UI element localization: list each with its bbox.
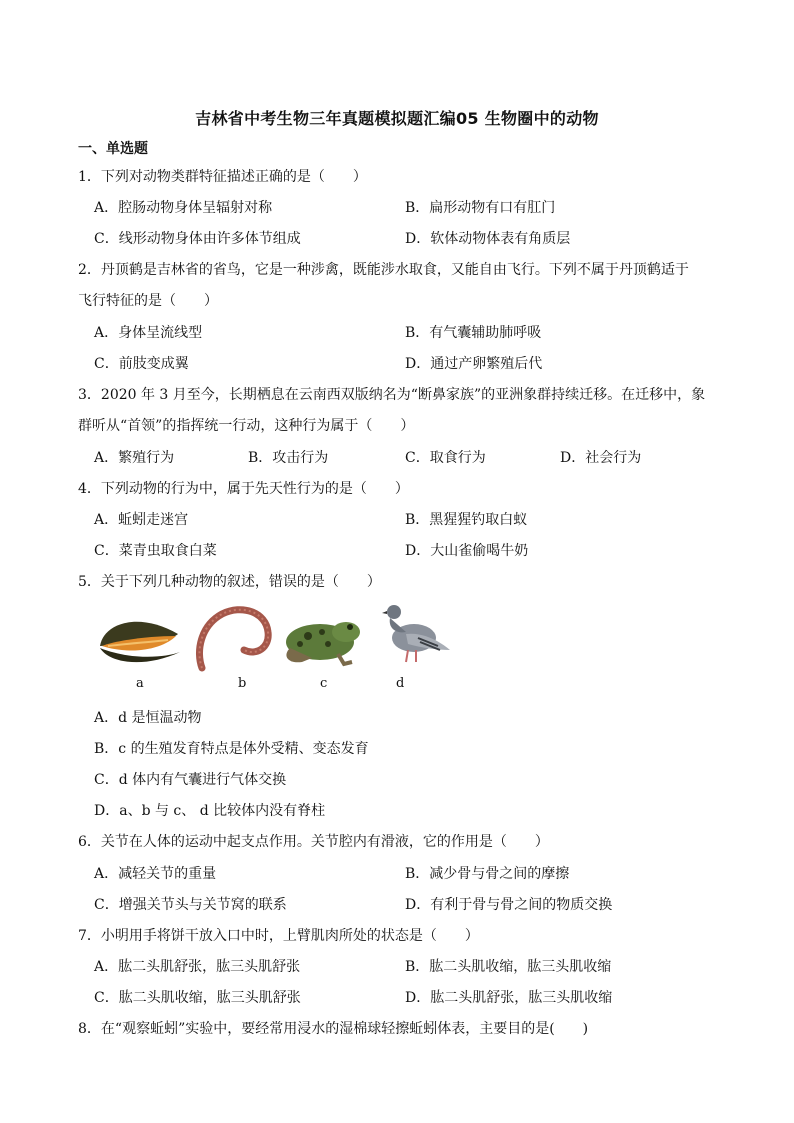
q1-option-a: A．腔肠动物身体呈辐射对称	[94, 200, 273, 216]
mussel-image	[94, 606, 184, 670]
q2-option-a: A．身体呈流线型	[94, 325, 203, 341]
q6-option-a: A．减轻关节的重量	[94, 866, 217, 882]
question-1-stem: 1．下列对动物类群特征描述正确的是（ ）	[78, 169, 367, 185]
image-label-d: d	[396, 676, 405, 691]
q3-option-d: D．社会行为	[560, 450, 642, 466]
q4-option-a: A．蚯蚓走迷宫	[94, 512, 189, 528]
q7-option-a: A．肱二头肌舒张，肱三头肌舒张	[94, 959, 301, 975]
question-7-stem: 7．小明用手将饼干放入口中时，上臂肌肉所处的状态是（ ）	[78, 928, 479, 944]
question-2-stem-line-2: 飞行特征的是（ ）	[78, 293, 218, 309]
q6-option-d: D．有利于骨与骨之间的物质交换	[405, 897, 613, 913]
q6-option-c: C．增强关节头与关节窝的联系	[94, 897, 287, 913]
q7-option-c: C．肱二头肌收缩，肱三头肌舒张	[94, 990, 301, 1006]
q2-option-c: C．前肢变成翼	[94, 356, 189, 372]
q3-option-c: C．取食行为	[405, 450, 486, 466]
q3-option-a: A．繁殖行为	[94, 450, 175, 466]
q5-option-a: A．d 是恒温动物	[94, 710, 202, 726]
q5-option-c: C．d 体内有气囊进行气体交换	[94, 772, 287, 788]
q5-option-d: D．a、b 与 c、 d 比较体内没有脊柱	[94, 803, 326, 819]
question-3-stem-line-1: 3．2020 年 3 月至今，长期栖息在云南西双版纳名为“断鼻家族”的亚洲象群持续迁移。在迁移中，象	[78, 387, 706, 403]
q1-option-c: C．线形动物身体由许多体节组成	[94, 231, 301, 247]
q4-option-b: B．黑猩猩钓取白蚁	[405, 512, 528, 528]
q1-option-d: D．软体动物体表有角质层	[405, 231, 571, 247]
q2-option-d: D．通过产卵繁殖后代	[405, 356, 543, 372]
question-6-stem: 6．关节在人体的运动中起支点作用。关节腔内有滑液，它的作用是（ ）	[78, 834, 549, 850]
earthworm-image	[192, 602, 274, 672]
question-8-stem: 8．在“观察蚯蚓”实验中，要经常用浸水的湿棉球轻擦蚯蚓体表，主要目的是( )	[78, 1021, 589, 1037]
q2-option-b: B．有气囊辅助肺呼吸	[405, 325, 542, 341]
section-heading: 一、单选题	[78, 141, 148, 157]
question-5-stem: 5．关于下列几种动物的叙述，错误的是（ ）	[78, 574, 381, 590]
image-label-c: c	[320, 676, 328, 691]
question-3-stem-line-2: 群听从“首领”的指挥统一行动，这种行为属于（ ）	[78, 418, 415, 434]
q7-option-b: B．肱二头肌收缩，肱三头肌收缩	[405, 959, 612, 975]
q5-option-b: B．c 的生殖发育特点是体外受精、变态发育	[94, 741, 369, 757]
frog-image	[278, 612, 364, 668]
question-4-stem: 4．下列动物的行为中，属于先天性行为的是（ ）	[78, 481, 409, 497]
image-label-a: a	[136, 676, 144, 691]
q6-option-b: B．减少骨与骨之间的摩擦	[405, 866, 570, 882]
question-2-stem-line-1: 2．丹顶鹤是吉林省的省鸟，它是一种涉禽，既能涉水取食，又能自由飞行。下列不属于丹顶鹤适于	[78, 262, 689, 278]
q4-option-c: C．菜青虫取食白菜	[94, 543, 217, 559]
animal-figure	[92, 598, 472, 694]
image-label-b: b	[238, 676, 247, 691]
q3-option-b: B．攻击行为	[248, 450, 329, 466]
document-title: 吉林省中考生物三年真题模拟题汇编05 生物圈中的动物	[195, 109, 599, 128]
q1-option-b: B．扁形动物有口有肛门	[405, 200, 556, 216]
q7-option-d: D．肱二头肌舒张，肱三头肌收缩	[405, 990, 613, 1006]
pigeon-image	[378, 598, 452, 670]
q4-option-d: D．大山雀偷喝牛奶	[405, 543, 529, 559]
